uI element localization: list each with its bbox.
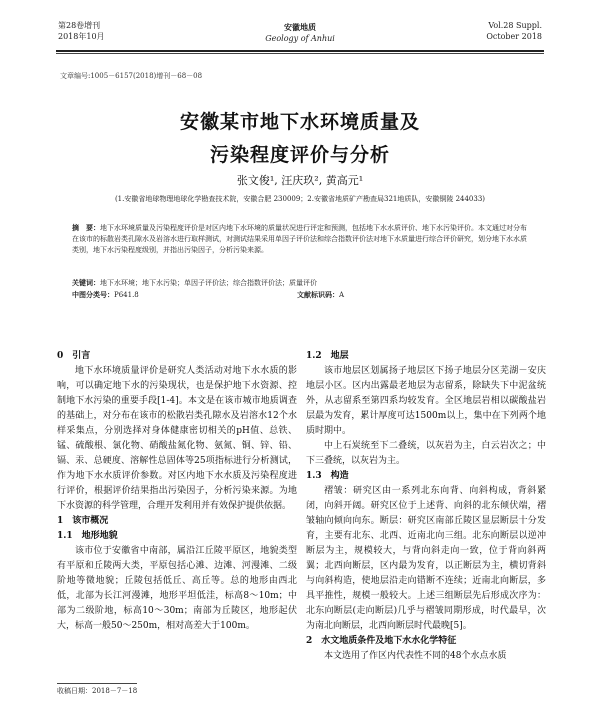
paper-title-line-2: 污染程度评价与分析 — [209, 144, 390, 166]
keywords — [72, 278, 532, 288]
section-heading-hydrogeology: 2 水文地质条件及地下水水化学特征 — [306, 636, 457, 646]
journal-date-en-text: October 2018 — [486, 32, 542, 41]
journal-name-cn: 安徽地质 — [284, 22, 316, 32]
clc-label: 中图分类号： — [72, 290, 114, 299]
abstract-text: 地下水环境质量及污染程度评价是对区内地下水环境的质量状况进行评定和预测，包括地下水水质评价、地下水污染评价。本文通过对分布在该市的标散岩类孔隙水及岩溶水进行取样测试，对测试结果采用单因子评价法和综合指数评价法对地下水质量进行综合评价研究，划分地下水水质类别，地下水污染程度级别，并指出污染因子，分析污染来源。 — [72, 224, 527, 254]
abstract-label: 摘 要： — [72, 223, 100, 232]
document-code-label: 文献标识码： — [297, 290, 339, 299]
journal-name-en: Geology of Anhui — [265, 34, 335, 43]
paragraph-introduction: 地下水环境质量评价是研究人类活动对地下水水质的影响，可以确定地下水的污染现状，也是保护地下水资源、控制地下水污染的重要手段[1-4]。本文是在该市城市地质调查的基础上，对分布在该市的松散岩类孔隙水及岩溶水12个水样采集点，分别选择对身体健康密切相关的pH值、总铁、锰、硫酸根、氯化物、硝酸盐氮化物、氨氮、铜、锌、铅、镉、汞、总硬度、溶解性总固体等25项指标进行分析测试，作为地下水水质评价参数。对区内地下水水质及污染程度进行评价，根据评价结果指出污染因子，分析污染来源。为地下水资源的科学管理，合理开发利用并有效保护提供依据。 — [57, 366, 297, 511]
received-date-footnote: 收稿日期：2018－7－18 — [57, 687, 138, 695]
paragraph-strata-1: 该市地层区划属扬子地层区下扬子地层分区芜湖－安庆地层小区。区内出露最老地层为志留系，除缺失下中泥盆统外，从志留系至第四系均较发育。全区地层岩相以碳酸盐岩层最为发育，累计厚度可达1500m以上，集中在下列两个地质时期中。 — [306, 366, 546, 436]
subsection-heading-landform: 1.1 地形地貌 — [57, 531, 118, 541]
keywords-text: 地下水环境；地下水污染；单因子评价法；综合指数评价法；质量评价 — [100, 279, 317, 287]
header-rule-thin — [56, 53, 544, 54]
paragraph-landform: 该市位于安徽省中南部，属沿江丘陵平原区，地貌类型有平原和丘陵两大类，平原包括心滩、边滩、河漫滩、二级阶地等微地貌；丘陵包括低丘、高丘等。总的地形由西北低，北部为长江河漫滩，地形平坦低洼，标高8～10m；中部为二级阶地，标高10～30m；南部为丘陵区，地形起伏大，标高一般50～250m，相对高差大于100m。 — [57, 546, 297, 631]
journal-volume-en-text: Vol.28 Suppl. — [488, 21, 542, 30]
footnote-rule — [57, 683, 137, 684]
abstract — [72, 222, 532, 256]
clc-value: P641.8 — [114, 291, 139, 299]
right-column — [306, 349, 546, 664]
section-heading-overview: 1 该市概况 — [57, 516, 109, 526]
keywords-label: 关键词： — [72, 278, 100, 287]
subsection-heading-structure: 1.3 构造 — [306, 471, 349, 481]
document-code-value: A — [339, 291, 345, 299]
section-heading-introduction: 0 引言 — [57, 351, 91, 361]
clc-number — [72, 290, 139, 300]
authors: 张文俊¹, 汪庆玖², 黄高元¹ — [236, 174, 364, 187]
paragraph-strata-2: 中上石炭统至下二叠统，以灰岩为主，白云岩次之；中下三叠统，以灰岩为主。 — [306, 441, 546, 466]
paragraph-structure: 褶皱：研究区由一系列北东向背、向斜构成，背斜紧闭，向斜开阔。研究区位于上述背、向斜的北东倾伏端，褶皱轴向倾向向东。断层：研究区南部丘陵区显层断层十分发育，主要有北东、北西、近南北向三组。北东向断层以逆冲断层为主，规模较大，与背向斜走向一致，位于背向斜两翼；北西向断层，区内最为发育，以正断层为主，横切背斜与向斜构造，使地层沿走向错断不连续；近南北向断层，多具平推性，规模一般较大。上述三组断层先后形成次序为：北东向断层(走向断层)几乎与褶皱同期形成，时代最早，次为南北向断层，北西向断层时代最晚[5]。 — [306, 486, 546, 631]
left-column — [57, 349, 297, 634]
journal-volume-en — [486, 20, 542, 42]
subsection-heading-strata: 1.2 地层 — [306, 351, 349, 361]
journal-volume-text: 第28卷增刊 — [58, 21, 101, 30]
article-number: 文章编号:1005－6157(2018)增刊－68－08 — [60, 72, 203, 80]
header-rule — [56, 50, 544, 52]
paper-title-line-1: 安徽某市地下水环境质量及 — [179, 111, 420, 133]
affiliation: (1.安徽省地球物理地球化学勘查技术院，安徽合肥 230009；2.安徽省地质矿产勘查局321地质队，安徽铜陵 244033) — [114, 195, 486, 203]
document-code — [297, 290, 344, 300]
journal-date-text: 2018年10月 — [58, 32, 105, 41]
paragraph-hydrogeology: 本文选用了作区内代表性不同的48个水点水质 — [324, 651, 507, 661]
